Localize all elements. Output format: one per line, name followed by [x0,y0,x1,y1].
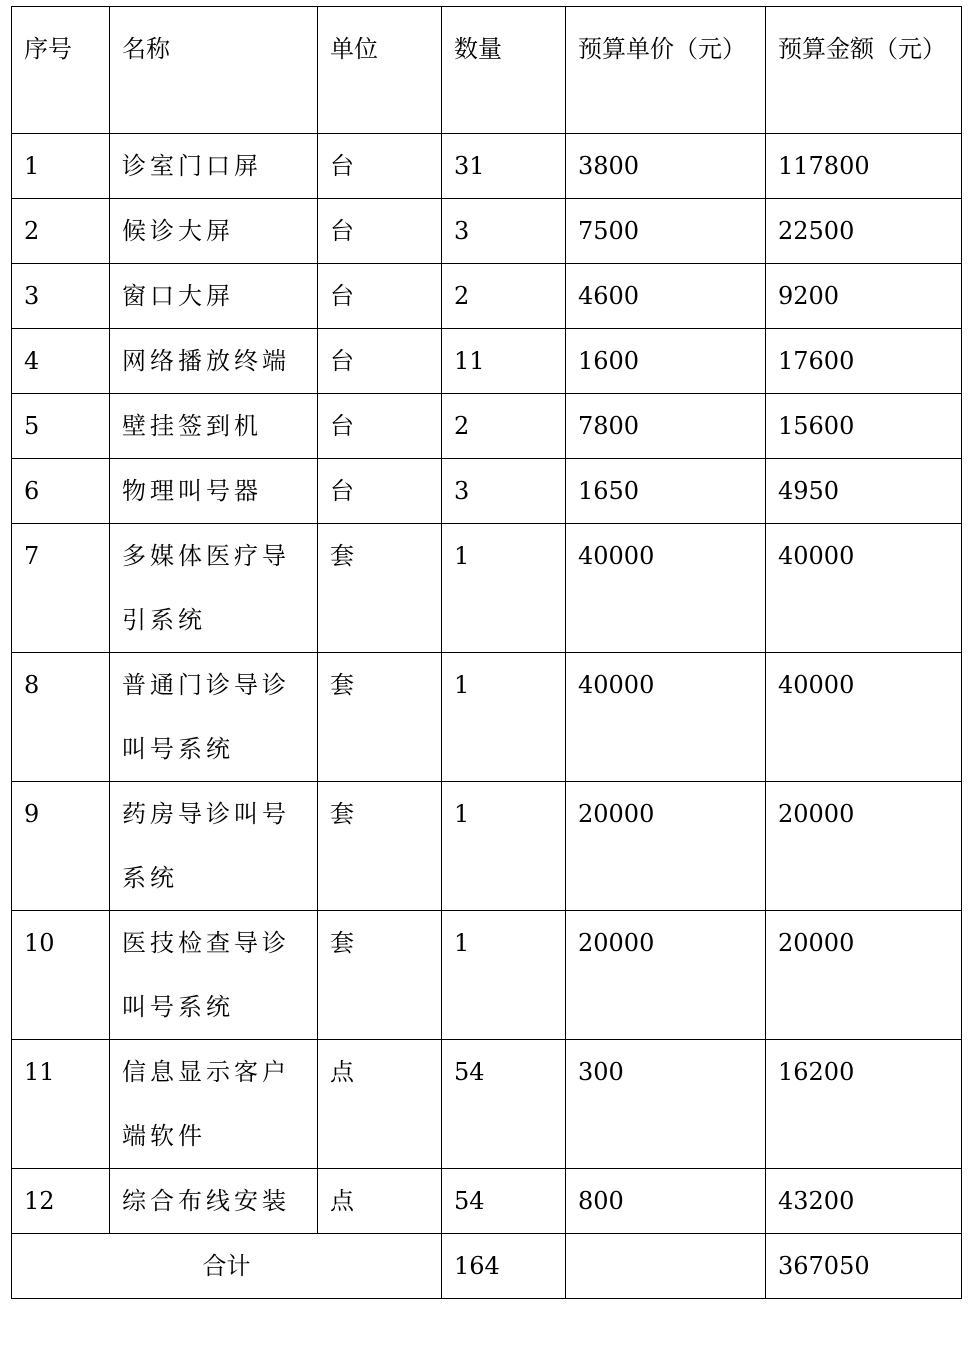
total-amount: 367050 [766,1234,962,1299]
total-row [12,1234,962,1299]
table-row [12,911,962,1040]
header-name: 名称 [110,7,318,134]
cell-name: 壁挂签到机 [110,394,318,459]
cell-amount: 40000 [766,653,962,782]
cell-name: 多媒体医疗导引系统 [110,524,318,653]
cell-seq: 9 [12,782,110,911]
cell-seq: 2 [12,199,110,264]
total-label: 合计 [12,1234,442,1299]
cell-amount: 43200 [766,1169,962,1234]
cell-unit-price: 20000 [566,782,766,911]
cell-name: 综合布线安装 [110,1169,318,1234]
cell-seq: 11 [12,1040,110,1169]
cell-qty: 54 [442,1169,566,1234]
table-row [12,782,962,911]
cell-unit-price: 300 [566,1040,766,1169]
cell-unit-price: 40000 [566,653,766,782]
budget-table [11,6,962,1299]
cell-seq: 4 [12,329,110,394]
header-unit: 单位 [318,7,442,134]
cell-name: 窗口大屏 [110,264,318,329]
cell-seq: 6 [12,459,110,524]
cell-unit-price: 1600 [566,329,766,394]
total-qty: 164 [442,1234,566,1299]
cell-unit: 台 [318,199,442,264]
cell-unit-price: 20000 [566,911,766,1040]
table-row [12,524,962,653]
cell-seq: 8 [12,653,110,782]
cell-unit: 台 [318,459,442,524]
cell-amount: 15600 [766,394,962,459]
cell-seq: 10 [12,911,110,1040]
cell-unit-price: 1650 [566,459,766,524]
cell-qty: 3 [442,459,566,524]
cell-qty: 2 [442,394,566,459]
cell-qty: 1 [442,782,566,911]
table-row [12,329,962,394]
table-row [12,1169,962,1234]
cell-qty: 1 [442,653,566,782]
cell-unit: 台 [318,264,442,329]
cell-seq: 5 [12,394,110,459]
cell-unit: 套 [318,524,442,653]
cell-unit: 点 [318,1040,442,1169]
total-unit-price [566,1234,766,1299]
cell-qty: 11 [442,329,566,394]
cell-amount: 117800 [766,134,962,199]
table-row [12,199,962,264]
cell-amount: 9200 [766,264,962,329]
cell-name: 候诊大屏 [110,199,318,264]
cell-name: 普通门诊导诊叫号系统 [110,653,318,782]
cell-unit: 套 [318,782,442,911]
table-header-row [12,7,962,134]
cell-name: 诊室门口屏 [110,134,318,199]
cell-amount: 17600 [766,329,962,394]
header-unit-price: 预算单价（元） [566,7,766,134]
table-row [12,134,962,199]
cell-unit: 台 [318,329,442,394]
table-row [12,264,962,329]
cell-qty: 2 [442,264,566,329]
table-row [12,394,962,459]
cell-qty: 3 [442,199,566,264]
cell-unit-price: 800 [566,1169,766,1234]
cell-seq: 12 [12,1169,110,1234]
cell-name: 医技检查导诊叫号系统 [110,911,318,1040]
cell-unit: 台 [318,134,442,199]
cell-unit-price: 40000 [566,524,766,653]
table-row [12,1040,962,1169]
cell-amount: 22500 [766,199,962,264]
cell-name: 网络播放终端 [110,329,318,394]
cell-unit-price: 7800 [566,394,766,459]
cell-unit-price: 3800 [566,134,766,199]
cell-qty: 31 [442,134,566,199]
cell-amount: 4950 [766,459,962,524]
cell-unit: 套 [318,911,442,1040]
cell-amount: 40000 [766,524,962,653]
table-row [12,459,962,524]
cell-unit: 套 [318,653,442,782]
cell-amount: 20000 [766,911,962,1040]
cell-qty: 54 [442,1040,566,1169]
header-seq: 序号 [12,7,110,134]
cell-name: 药房导诊叫号系统 [110,782,318,911]
cell-seq: 7 [12,524,110,653]
cell-seq: 3 [12,264,110,329]
header-qty: 数量 [442,7,566,134]
cell-qty: 1 [442,911,566,1040]
table-row [12,653,962,782]
cell-seq: 1 [12,134,110,199]
cell-unit-price: 7500 [566,199,766,264]
cell-amount: 16200 [766,1040,962,1169]
cell-name: 物理叫号器 [110,459,318,524]
cell-qty: 1 [442,524,566,653]
cell-unit-price: 4600 [566,264,766,329]
header-amount: 预算金额（元） [766,7,962,134]
cell-amount: 20000 [766,782,962,911]
cell-name: 信息显示客户端软件 [110,1040,318,1169]
cell-unit: 点 [318,1169,442,1234]
cell-unit: 台 [318,394,442,459]
